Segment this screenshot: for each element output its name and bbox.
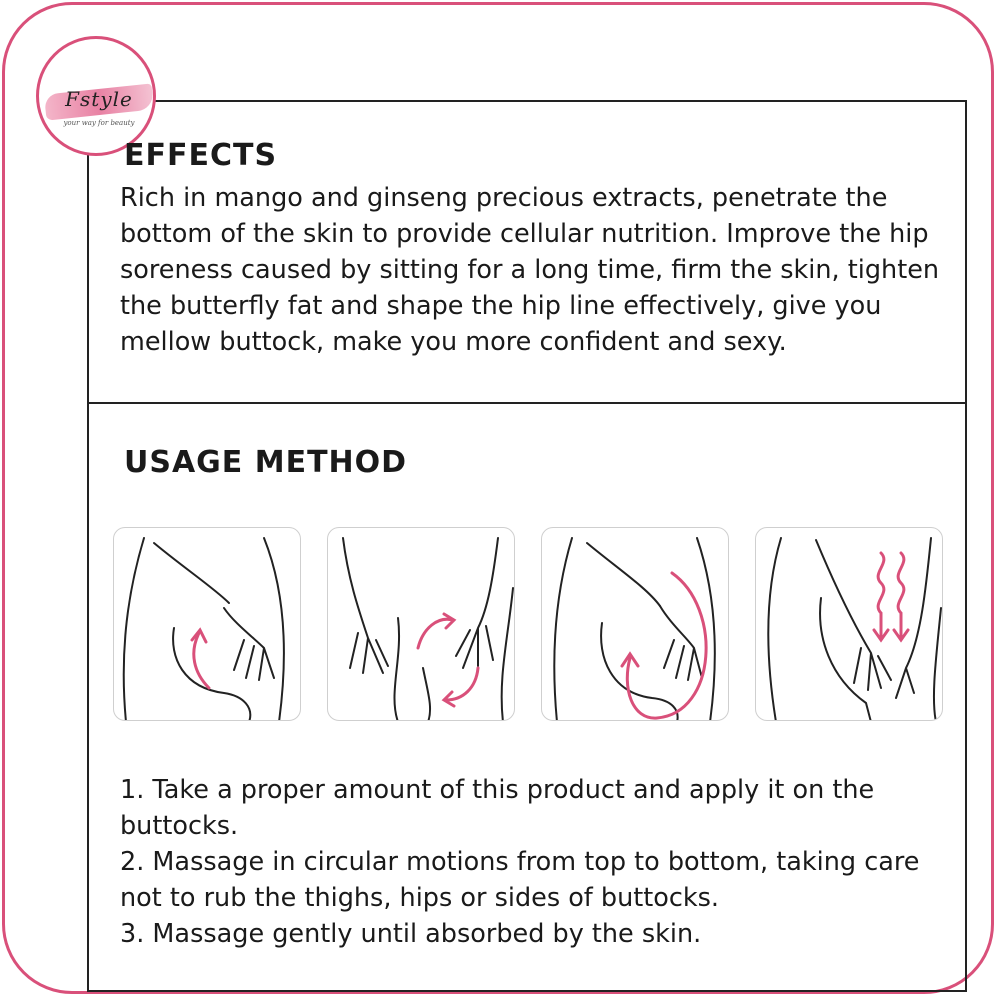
hand-large-circle-arrow-illustration — [542, 528, 729, 721]
usage-heading: USAGE METHOD — [124, 445, 408, 480]
usage-illustration-1 — [113, 527, 301, 721]
brand-tagline: your way for beauty — [63, 119, 135, 127]
usage-illustration-4 — [755, 527, 943, 721]
hand-downward-wavy-arrows-illustration — [756, 528, 943, 721]
usage-illustration-2 — [327, 527, 515, 721]
hand-upward-arrow-illustration — [114, 528, 301, 721]
usage-step-1: 1. Take a proper amount of this product and apply it on the buttocks. — [120, 775, 875, 841]
usage-steps-list — [120, 772, 960, 952]
effects-heading: EFFECTS — [124, 138, 278, 173]
divider-bottom — [87, 990, 967, 992]
usage-step-3: 3. Massage gently until absorbed by the skin. — [120, 919, 702, 949]
usage-illustration-3 — [541, 527, 729, 721]
usage-step-2: 2. Massage in circular motions from top to bottom, taking care not to rub the thighs, hips or sides of buttocks. — [120, 847, 920, 913]
hand-circular-arrows-illustration — [328, 528, 515, 721]
effects-description: Rich in mango and ginseng precious extracts, penetrate the bottom of the skin to provide cellular nutrition. Improve the hip soreness caused by sitting for a long time, firm the skin, tighten the butterfly fat and shape the hip line effectively, give you mellow buttock, make you more confident and sexy. — [120, 183, 940, 357]
brand-name: Fstyle — [65, 87, 133, 111]
divider-top — [87, 100, 967, 102]
divider-middle — [87, 402, 967, 404]
